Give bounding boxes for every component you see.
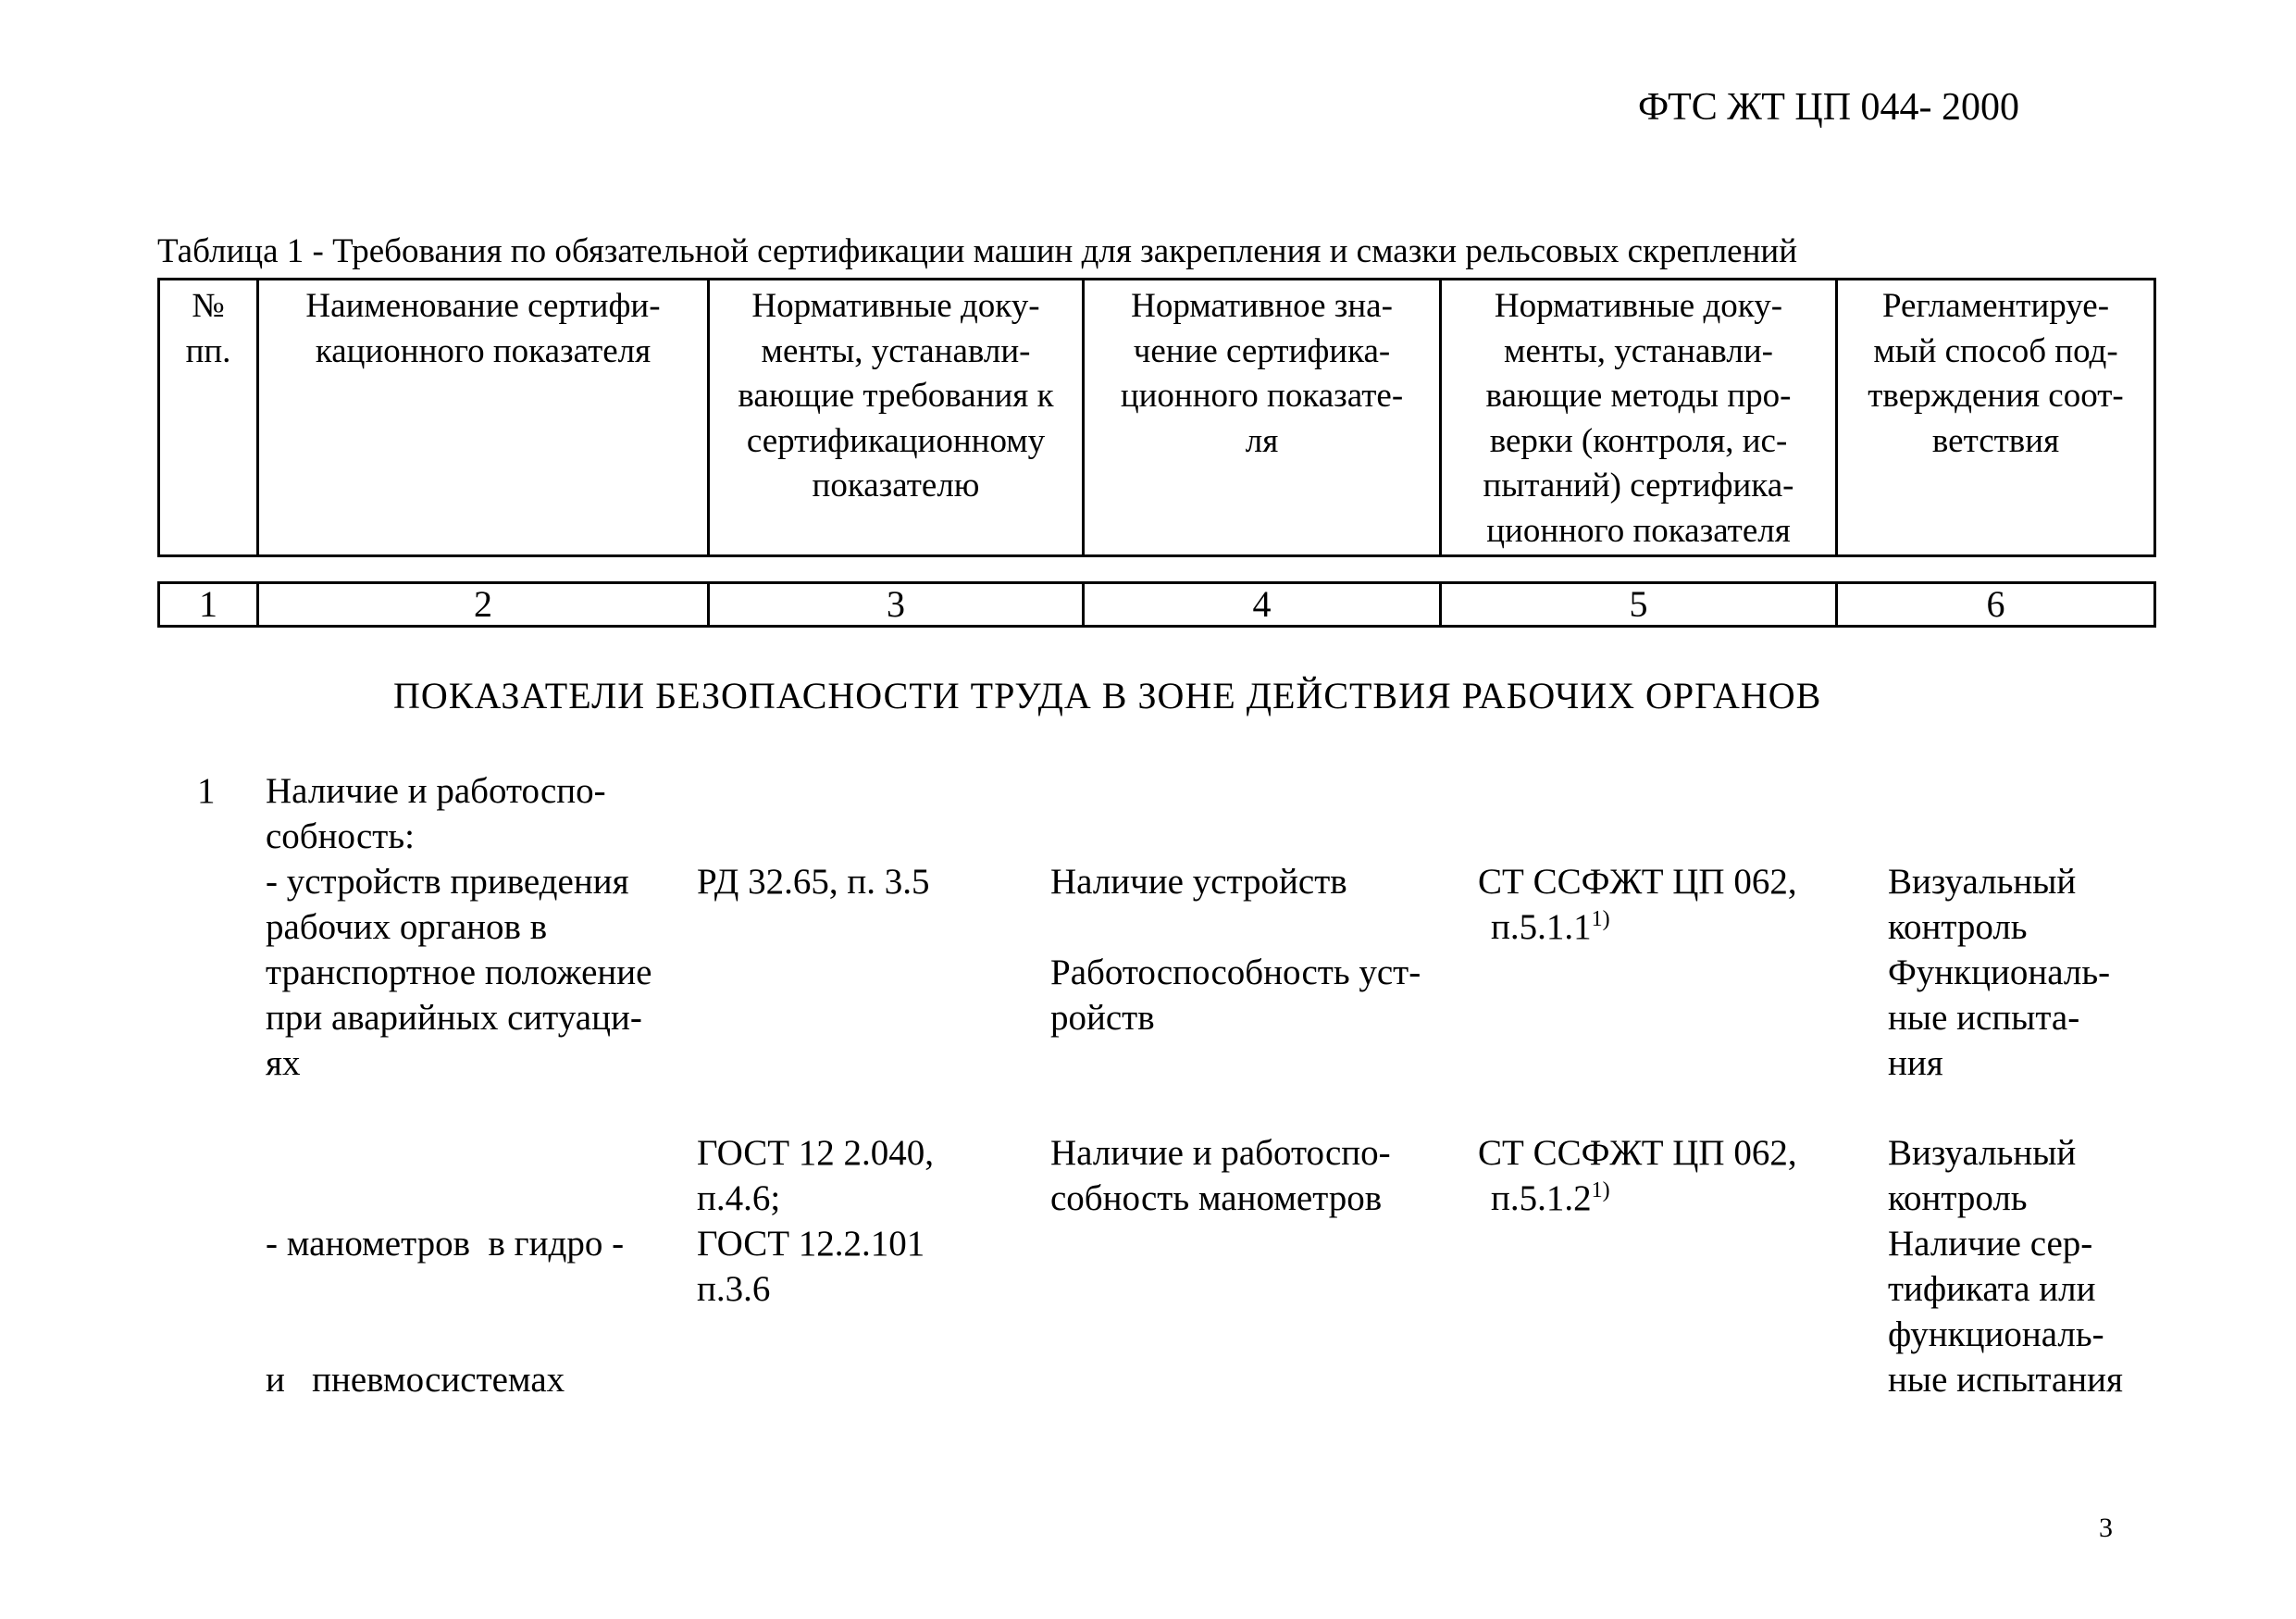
text-line: [1050, 904, 1421, 950]
subitem-confirmation: [1888, 1130, 2123, 1402]
header-line: Наименование сертифи-: [305, 287, 661, 325]
text-line: ные испытания: [1888, 1360, 2123, 1400]
text-line: тификата или: [1888, 1269, 2096, 1309]
header-line: Нормативные доку-: [1494, 287, 1783, 325]
text-line: контроль: [1888, 907, 2028, 947]
header-line: пытаний) сертифика-: [1483, 467, 1794, 504]
header-line: Нормативные доку-: [751, 287, 1040, 325]
section-title: ПОКАЗАТЕЛИ БЕЗОПАСНОСТИ ТРУДА В ЗОНЕ ДЕЙСТВИЯ РАБОЧИХ ОРГАНОВ: [393, 675, 1822, 716]
table-header: [157, 278, 2156, 557]
header-line: пп.: [185, 331, 231, 370]
text-line: Функциональ-: [1888, 953, 2111, 992]
item-title-line: собность:: [266, 816, 415, 856]
subitem-test-method: [1478, 859, 1797, 950]
text-line: СТ ССФЖТ ЦП 062,: [1478, 862, 1797, 902]
text-line: рабочих органов в: [266, 907, 548, 947]
table-caption: Таблица 1 - Требования по обязательной сертификации машин для закрепления и смазки рельсовых скреплений: [157, 232, 1798, 270]
subitem-norm-docs: [697, 1130, 934, 1312]
text-line: ройств: [1050, 998, 1155, 1038]
text-line: РД 32.65, п. 3.5: [697, 862, 930, 902]
header-cell-confirmation: [1837, 280, 2155, 556]
text-line: контроль: [1888, 1178, 2028, 1218]
text-line: п.4.6;: [697, 1178, 781, 1218]
subitem-norm-docs: [697, 859, 929, 904]
text-line: ГОСТ 12 2.040,: [697, 1133, 935, 1173]
text-line: п.3.6: [697, 1269, 771, 1309]
column-number: 5: [1441, 583, 1837, 627]
column-number-row: [157, 581, 2156, 628]
header-line: ветствия: [1931, 421, 2060, 460]
text-line: Работоспособность уст-: [1050, 953, 1421, 992]
header-line: тверждения соот-: [1868, 377, 2124, 415]
header-line: Регламентируе-: [1881, 287, 2110, 325]
header-line: ционного показателя: [1486, 511, 1791, 550]
header-cell-norm-docs: [709, 280, 1084, 556]
header-line: ционного показате-: [1120, 377, 1404, 415]
text-line: функциональ-: [1888, 1314, 2104, 1354]
item-number: 1: [197, 771, 216, 811]
header-line: Нормативное зна-: [1131, 287, 1393, 325]
column-number: 6: [1837, 583, 2155, 627]
header-cell-test-methods: [1441, 280, 1837, 556]
text-line: Наличие сер-: [1888, 1224, 2093, 1264]
header-cell-norm-value: [1084, 280, 1441, 556]
header-line: показателю: [812, 467, 980, 504]
text-line: при аварийных ситуаци-: [266, 998, 642, 1038]
header-line: вающие требования к: [738, 377, 1054, 415]
text-line: Визуальный: [1888, 1133, 2077, 1173]
text-line: - устройств приведения: [266, 862, 629, 902]
subitem-norm-value: [1050, 1130, 1391, 1221]
column-number: 4: [1084, 583, 1441, 627]
subitem-test-method: [1478, 1130, 1797, 1221]
text-line: собность манометров: [1050, 1178, 1383, 1218]
header-line: №: [192, 287, 225, 325]
text-line: Визуальный: [1888, 862, 2077, 902]
item-title: [266, 768, 606, 859]
header-line: верки (контроля, ис-: [1489, 421, 1788, 460]
header-line: кационного показателя: [315, 331, 652, 370]
header-line: менты, устанавли-: [1504, 331, 1773, 370]
column-number: 1: [159, 583, 258, 627]
text-line: ния: [1888, 1043, 1943, 1083]
text-line: Наличие и работоспо-: [1050, 1133, 1391, 1173]
header-cell-name: [258, 280, 709, 556]
footnote-mark: 1): [1591, 1178, 1610, 1202]
header-line: сертификационному: [746, 421, 1046, 460]
header-cell-number: [159, 280, 258, 556]
header-line: чение сертифика-: [1133, 331, 1391, 370]
header-line: вающие методы про-: [1485, 377, 1792, 415]
test-method-clause: п.5.1.1: [1491, 907, 1592, 947]
column-number: 2: [258, 583, 709, 627]
item-title-line: Наличие и работоспо-: [266, 771, 606, 811]
text-line: [1478, 904, 1797, 950]
text-line: ные испыта-: [1888, 998, 2080, 1038]
text-line: ях: [266, 1043, 301, 1083]
text-line: СТ ССФЖТ ЦП 062,: [1478, 1133, 1797, 1173]
document-code: ФТС ЖТ ЦП 044- 2000: [1638, 86, 2020, 129]
text-line: и пневмосистемах: [266, 1360, 565, 1400]
text-line: ГОСТ 12.2.101: [697, 1224, 925, 1264]
column-number: 3: [709, 583, 1084, 627]
header-line: мый способ под-: [1873, 331, 2118, 370]
header-line: менты, устанавли-: [761, 331, 1031, 370]
text-line: [1478, 1176, 1797, 1221]
subitem-confirmation: [1888, 859, 2110, 1086]
header-line: ля: [1245, 421, 1279, 460]
test-method-clause: п.5.1.2: [1491, 1178, 1592, 1218]
footnote-mark: 1): [1591, 907, 1610, 931]
page-number: 3: [2099, 1513, 2113, 1543]
text-line: транспортное положение: [266, 953, 652, 992]
subitem-norm-value: [1050, 859, 1421, 1040]
text-line: - манометров в гидро -: [266, 1224, 625, 1264]
subitem-name: [266, 859, 652, 1086]
subitem-name: [266, 1130, 624, 1448]
text-line: Наличие устройств: [1050, 862, 1347, 902]
